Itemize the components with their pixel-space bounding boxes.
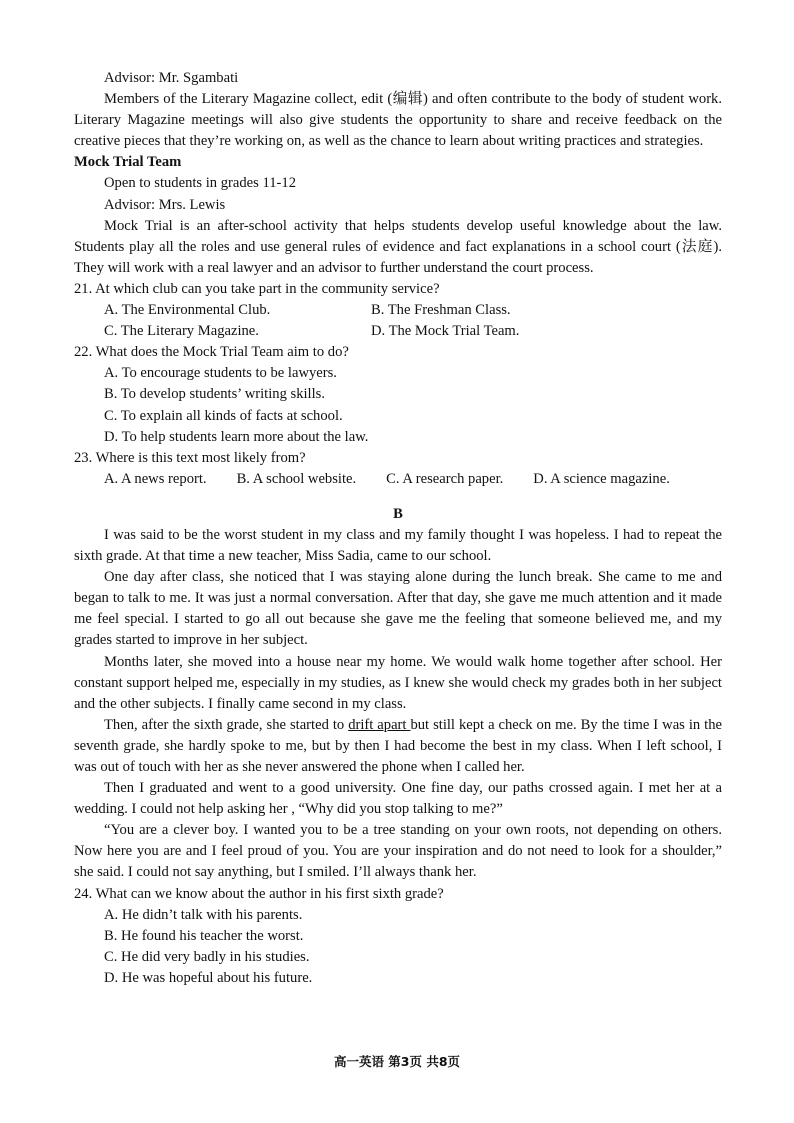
mock-trial-advisor: Advisor: Mrs. Lewis bbox=[104, 196, 226, 213]
option-b: B. A school website. bbox=[236, 470, 357, 487]
passage-paragraph-5: Then I graduated and went to a good university. One fine day, our paths crossed again. I met her at a wedding. I could not help asking her , “Why did you stop talking to me?” bbox=[74, 780, 722, 818]
question-stem: 22. What does the Mock Trial Team aim to do? bbox=[74, 344, 349, 361]
literary-description: Members of the Literary Magazine collect, edit (编辑) and often contribute to the body of student work. Literary Magazine meetings will also give students the opportunity to share and receive feedback on the creative pieces that they’re working on, as well as the chance to learn about writing practices and strategies. bbox=[74, 91, 722, 150]
question-22 bbox=[74, 342, 722, 447]
paragraph-text: but still kept a check on me. By the time I was in the seventh grade, she hardly spoke to me, but by then I had become the best in my class. When I left school, I was out of touch with her as she never answered the phone when I called her. bbox=[74, 716, 722, 775]
option-d: D. The Mock Trial Team. bbox=[371, 323, 520, 340]
option-b: B. The Freshman Class. bbox=[371, 302, 511, 319]
literary-advisor: Advisor: Mr. Sgambati bbox=[104, 70, 239, 86]
option-a: A. To encourage students to be lawyers. bbox=[104, 365, 337, 382]
option-a: A. He didn’t talk with his parents. bbox=[104, 906, 303, 923]
passage-paragraph-1: I was said to be the worst student in my class and my family thought I was hopeless. I had to repeat the sixth grade. At that time a new teacher, Miss Sadia, came to our school. bbox=[74, 526, 722, 565]
mock-trial-heading: Mock Trial Team bbox=[74, 154, 182, 171]
option-c: C. A research paper. bbox=[386, 470, 504, 487]
passage-paragraph-2: One day after class, she noticed that I was staying alone during the lunch break. She came to me and began to talk to me. It was just a normal conversation. After that day, she gave me much attention and it made me feel special. I started to go all out because she gave me the feeling that someone believed me, and my grades started to improve in her subject. bbox=[74, 569, 722, 649]
option-c: C. The Literary Magazine. bbox=[104, 323, 259, 340]
question-stem: 23. Where is this text most likely from? bbox=[74, 449, 306, 466]
page-content bbox=[74, 68, 722, 989]
option-row bbox=[74, 300, 722, 321]
passage-paragraph-4 bbox=[74, 715, 722, 778]
mock-trial-description: Mock Trial is an after-school activity that helps students develop useful knowledge about the law. Students play all the roles and use general rules of evidence and fact explanations in a school court (法庭). They will work with a real lawyer and an advisor to further understand the court process. bbox=[74, 217, 722, 276]
option-d: D. He was hopeful about his future. bbox=[104, 969, 313, 986]
option-b: B. To develop students’ writing skills. bbox=[104, 386, 325, 403]
question-stem: 21. At which club can you take part in the community service? bbox=[74, 280, 440, 297]
option-c: C. To explain all kinds of facts at school. bbox=[104, 407, 343, 424]
underlined-phrase: drift apart bbox=[348, 716, 411, 733]
option-d: D. To help students learn more about the law. bbox=[104, 428, 369, 445]
option-b: B. He found his teacher the worst. bbox=[104, 927, 304, 944]
question-24 bbox=[74, 884, 722, 989]
page-footer: 高一英语 第3页 共8页 bbox=[333, 1054, 461, 1069]
question-21 bbox=[74, 279, 722, 342]
question-stem: 24. What can we know about the author in his first sixth grade? bbox=[74, 885, 444, 902]
mock-trial-grades: Open to students in grades 11-12 bbox=[104, 175, 296, 192]
option-a: A. The Environmental Club. bbox=[104, 302, 271, 319]
passage-paragraph-3: Months later, she moved into a house near my home. We would walk home together after school. Her constant support helped me, especially in my studies, as I knew she would check my grades both in her subject and the other subjects. I finally came second in my class. bbox=[74, 653, 722, 712]
passage-paragraph-6: “You are a clever boy. I wanted you to be a tree standing on your own roots, not depending on others. Now here you are and I feel proud of you. You are your inspiration and do not need to look for a shoulder,” she said. I could not say anything, but I smiled. I’ll always thank her. bbox=[74, 822, 722, 881]
option-row bbox=[74, 321, 722, 342]
option-d: D. A science magazine. bbox=[533, 470, 670, 487]
option-c: C. He did very badly in his studies. bbox=[104, 948, 310, 965]
question-23 bbox=[74, 448, 722, 490]
paragraph-text: Then, after the sixth grade, she started to bbox=[104, 716, 349, 733]
option-row bbox=[74, 469, 722, 490]
section-b-title: B bbox=[393, 505, 403, 522]
option-a: A. A news report. bbox=[104, 470, 207, 487]
